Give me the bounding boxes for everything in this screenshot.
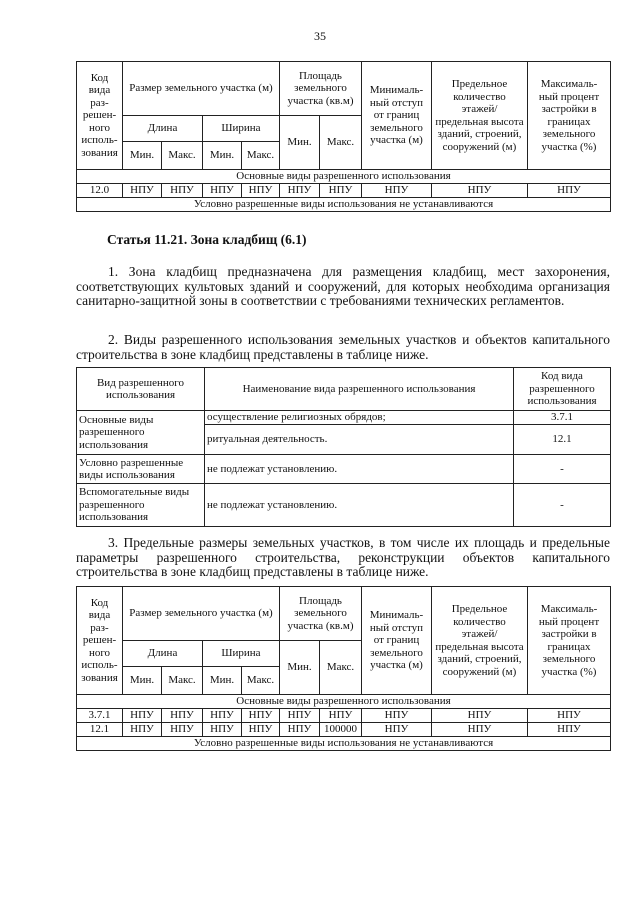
plot-size-table-cemetery xyxy=(76,586,611,751)
cell: НПУ xyxy=(123,184,162,198)
cell: НПУ xyxy=(123,709,162,723)
paragraph-3: 3. Предельные размеры земельных участков, в том числе их площадь и предельные параметры разрешенного строительства, реконструкции объектов капитального строительства в зоне кладбищ представлены в таблице ниже. xyxy=(76,535,610,579)
cell: НПУ xyxy=(432,184,528,198)
cell: НПУ xyxy=(242,709,280,723)
table-row xyxy=(77,411,611,425)
header-use-code: Код вида разрешенного использования xyxy=(514,368,611,411)
cell: НПУ xyxy=(280,184,320,198)
use-code: - xyxy=(514,455,611,484)
cell: НПУ xyxy=(320,184,362,198)
header-use-type: Вид разрешенного использования xyxy=(77,368,205,411)
auxiliary-uses-cell: Вспомогательные виды разрешенного использования xyxy=(77,484,205,527)
cell: НПУ xyxy=(362,723,432,737)
header-max-coverage: Максималь- ный процент застройки в границах земельного участка (%) xyxy=(528,587,611,695)
page-number: 35 xyxy=(314,29,326,43)
cell: НПУ xyxy=(162,184,203,198)
header-area-min: Мин. xyxy=(280,116,320,170)
cell: 12.0 xyxy=(77,184,123,198)
basic-uses-label: Основные виды разрешенного использования xyxy=(77,170,611,184)
header-area-min: Мин. xyxy=(280,641,320,695)
header-plot-size: Размер земельного участка (м) xyxy=(123,587,280,641)
cell: НПУ xyxy=(432,723,528,737)
cell: НПУ xyxy=(280,723,320,737)
header-width: Ширина xyxy=(203,116,280,142)
cell: НПУ xyxy=(528,184,611,198)
permitted-uses-table xyxy=(76,367,611,527)
table-row xyxy=(77,184,611,198)
use-name: не подлежат установлению. xyxy=(205,455,514,484)
basic-uses-label: Основные виды разрешенного использования xyxy=(77,695,611,709)
header-area-max: Макс. xyxy=(320,116,362,170)
conditional-uses-cell: Условно разрешенные виды использования xyxy=(77,455,205,484)
cell: НПУ xyxy=(362,709,432,723)
cell: НПУ xyxy=(242,723,280,737)
use-name: не подлежат установлению. xyxy=(205,484,514,527)
use-code: 3.7.1 xyxy=(514,411,611,425)
header-length-min: Мин. xyxy=(123,667,162,695)
cell: НПУ xyxy=(162,709,203,723)
cell: НПУ xyxy=(362,184,432,198)
header-code: Код вида раз- решен- ного исполь- зования xyxy=(77,62,123,170)
cell: НПУ xyxy=(123,723,162,737)
plot-size-table-top xyxy=(76,61,611,212)
header-length-min: Мин. xyxy=(123,142,162,170)
cell: НПУ xyxy=(242,184,280,198)
cell: 12.1 xyxy=(77,723,123,737)
cell: НПУ xyxy=(528,723,611,737)
basic-uses-cell: Основные виды разрешенного использования xyxy=(77,411,205,455)
header-area-max: Макс. xyxy=(320,641,362,695)
cell: НПУ xyxy=(432,709,528,723)
cell: НПУ xyxy=(203,723,242,737)
cell: НПУ xyxy=(203,184,242,198)
paragraph-2: 2. Виды разрешенного использования земельных участков и объектов капитального строительства в зоне кладбищ представлены в таблице ниже. xyxy=(76,332,610,362)
cell: НПУ xyxy=(203,709,242,723)
header-min-setback: Минималь- ный отступ от границ земельного участка (м) xyxy=(362,587,432,695)
header-length-max: Макс. xyxy=(162,667,203,695)
header-width-min: Мин. xyxy=(203,667,242,695)
table-row xyxy=(77,709,611,723)
cell: НПУ xyxy=(162,723,203,737)
table-row xyxy=(77,484,611,527)
header-length: Длина xyxy=(123,116,203,142)
header-length-max: Макс. xyxy=(162,142,203,170)
header-width: Ширина xyxy=(203,641,280,667)
use-name: осуществление религиозных обрядов; xyxy=(205,411,514,425)
table-row xyxy=(77,455,611,484)
header-length: Длина xyxy=(123,641,203,667)
header-area: Площадь земельного участка (кв.м) xyxy=(280,62,362,116)
header-width-max: Макс. xyxy=(242,142,280,170)
header-use-name: Наименование вида разрешенного использования xyxy=(205,368,514,411)
header-code: Код вида раз- решен- ного исполь- зования xyxy=(77,587,123,695)
paragraph-1: 1. Зона кладбищ предназначена для размещения кладбищ, мест захоронения, соответствующих культовых зданий и сооружений, для которых необходима организация санитарно-защитной зоны в соответствии с требованиями технических регламентов. xyxy=(76,264,610,308)
header-min-setback: Минималь- ный отступ от границ земельного участка (м) xyxy=(362,62,432,170)
header-max-floors: Предельное количество этажей/ предельная высота зданий, строений, сооружений (м) xyxy=(432,62,528,170)
header-width-max: Макс. xyxy=(242,667,280,695)
header-max-coverage: Максималь- ный процент застройки в границах земельного участка (%) xyxy=(528,62,611,170)
cell: 3.7.1 xyxy=(77,709,123,723)
header-width-min: Мин. xyxy=(203,142,242,170)
cell: НПУ xyxy=(280,709,320,723)
table-row xyxy=(77,723,611,737)
section-heading: Статья 11.21. Зона кладбищ (6.1) xyxy=(107,232,307,247)
use-code: 12.1 xyxy=(514,425,611,455)
cell: 100000 xyxy=(320,723,362,737)
header-max-floors: Предельное количество этажей/ предельная высота зданий, строений, сооружений (м) xyxy=(432,587,528,695)
conditional-uses-label: Условно разрешенные виды использования не устанавливаются xyxy=(77,737,611,751)
header-plot-size: Размер земельного участка (м) xyxy=(123,62,280,116)
header-area: Площадь земельного участка (кв.м) xyxy=(280,587,362,641)
use-name: ритуальная деятельность. xyxy=(205,425,514,455)
cell: НПУ xyxy=(528,709,611,723)
cell: НПУ xyxy=(320,709,362,723)
conditional-uses-label: Условно разрешенные виды использования не устанавливаются xyxy=(77,198,611,212)
use-code: - xyxy=(514,484,611,527)
